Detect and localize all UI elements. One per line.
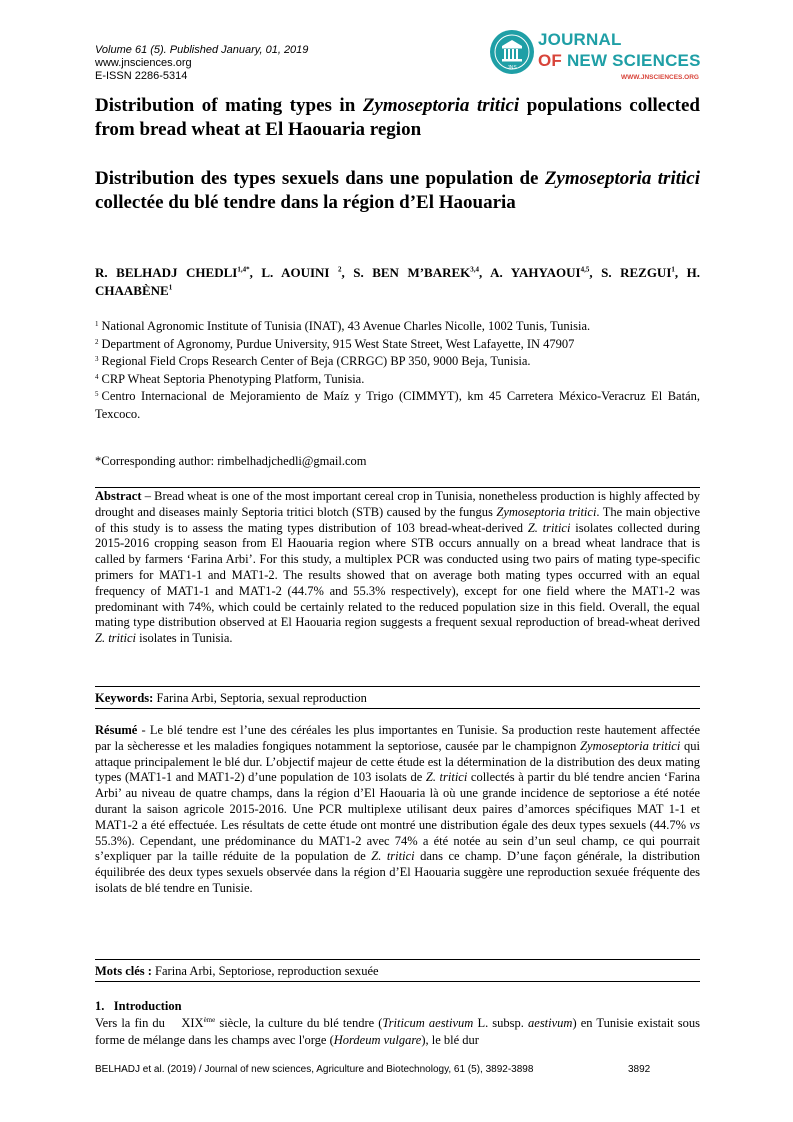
author: S. REZGUI$^1$, xyxy=(601,265,687,280)
title-french xyxy=(95,167,700,215)
corresponding-author: *Corresponding author: rimbelhadjchedli@gmail.com xyxy=(95,454,367,468)
logo-line-new-sciences xyxy=(538,52,701,70)
abstract-top-rule xyxy=(95,487,700,488)
journal-logo xyxy=(488,28,703,90)
resume-block: Résumé - Le blé tendre est l’une des céréales les plus importantes en Tunisie. Sa production reste hautement affectée par la sècheresse et les maladies fongiques notamment la septoriose, causée par le champignon Zymoseptoria tritici qui attaque principalement le blé dur. L’objectif majeur de cette étude est la détermination de la distribution des deux mating types (MAT1-1 and MAT1-2) d’une population de 103 isolats de Z. tritici collectés à partir du blé tendre ancien ‘Farina Arbi’ au niveau de quatre champs, dans la région d’El Haouaria là où une grande incidence de septoriose a été notée durant la saison agricole 2015-2016. Une PCR multiplexe utilisant deux paires d’amorces spécifiques MAT 1-1 et MAT1-2 a été effectuée. Les résultats de cette étude ont montré une distribution égale des deux types sexuels (44.7% vs 55.3%). Cependant, une prédominance du MAT1-2 avec 74% a été notée au sein d’un seul champ, ce qui pourrait s’expliquer par la taille réduite de la population de Z. tritici dans ce champ. D’une façon générale, la distribution équilibrée des deux types sexuels observée dans la région d’El Haouaria suggère une reproduction sexuée fréquente des isolats de blé tendre en Tunisie. xyxy=(95,723,701,895)
logo-of: OF xyxy=(538,51,563,70)
journal-emblem-icon xyxy=(488,28,536,76)
author: A. YAHYAOUI$^{4,5}$, xyxy=(490,265,602,280)
page-number: 3892 xyxy=(628,1064,651,1075)
mots-cles-line xyxy=(95,964,700,979)
page-footer xyxy=(95,1064,700,1075)
affiliation-item: $^2$ Department of Agronomy, Purdue University, 915 West State Street, West Lafayette, IN 47907 xyxy=(95,336,575,351)
volume-line: Volume 61 (5). Published January, 01, 2019 xyxy=(95,44,309,56)
keywords-text: Farina Arbi, Septoria, sexual reproduction xyxy=(153,691,367,705)
keywords-top-rule xyxy=(95,686,700,687)
keywords-label: Keywords: xyxy=(95,691,154,705)
emblem-text: JNS xyxy=(507,65,517,71)
author: R. BELHADJ $CHEDLI^{1,4*}$, xyxy=(95,265,262,280)
title-en-species: Zymoseptoria tritici xyxy=(362,95,520,116)
mots-cles-text: Farina Arbi, Septoriose, reproduction sexuée xyxy=(151,964,379,978)
mots-cles-top-rule xyxy=(95,959,700,960)
mots-cles-bottom-rule xyxy=(95,981,700,982)
author-list xyxy=(95,264,700,300)
affiliation-item: $^3$ Regional Field Crops Research Center of Beja (CRRGC) BP 350, 9000 Beja, Tunisia. xyxy=(95,354,531,368)
section-heading-introduction: 1. Introduction xyxy=(95,999,182,1013)
title-fr-species: Zymoseptoria tritici xyxy=(544,168,700,189)
journal-issn: E-ISSN 2286-5314 xyxy=(95,70,188,82)
logo-line-journal: JOURNAL xyxy=(538,30,622,49)
logo-new-sciences: NEW SCIENCES xyxy=(562,51,701,70)
author: H. CHAABÈNE$^1$ xyxy=(95,265,701,298)
title-fr-pre: Distribution des types sexuels dans une population de xyxy=(95,168,545,189)
title-en-post: populations collected from bread wheat at El Haouaria region xyxy=(95,95,700,140)
journal-header xyxy=(95,44,308,83)
journal-website: www.jnsciences.org xyxy=(95,57,192,69)
abstract-block: Abstract – Bread wheat is one of the most important cereal crop in Tunisia, nonetheless production is highly affected by drought and diseases mainly Septoria tritici blotch (STB) caused by the fungus Zymoseptoria tritici. The main objective of this study is to assess the mating types distribution of 103 bread-wheat-derived Z. tritici isolates collected during 2015-2016 cropping season from El Haouaria region where STB occurs annually on a bread wheat landrace that is called by farmers ‘Farina Arbi’. For this study, a multiplex PCR was conducted using two pairs of mating type-specific primers for MAT1-1 and MAT1-2. The results showed that on average both mating types occurred with an equal frequency of MAT1-1 and MAT1-2 (44.7% and 55.3% respectively), except for one field where the MAT1-2 was predominant with 74%, which could be certainly related to the reduced population size in this field. Overall, the equal mating type distribution observed at El Haouaria region suggests a frequent sexual reproduction of bread-wheat derived Z. tritici isolates in Tunisia. xyxy=(95,489,701,646)
author: S. BEN M’BAREK$^{3,4}$, xyxy=(353,265,491,280)
keywords-line xyxy=(95,691,700,706)
logo-url: WWW.JNSCIENCES.ORG xyxy=(620,74,699,81)
affiliation-item: $^4$ CRP Wheat Septoria Phenotyping Platform, Tunisia. xyxy=(95,371,365,386)
introduction-paragraph: Vers la fin du XIXème siècle, la culture du blé tendre (Triticum aestivum L. subsp. aestivum) en Tunisie existait sous forme de mélange dans les champs avec l'orge (Hordeum vulgare), le blé dur xyxy=(95,1015,700,1047)
author: L. AOUINI $^2$, xyxy=(261,265,354,280)
title-fr-post: collectée du blé tendre dans la région d’El Haouaria xyxy=(95,192,516,213)
resume-label: Résumé xyxy=(95,723,138,737)
title-en-pre: Distribution of mating types in xyxy=(95,95,363,116)
affiliation-item: $^5$ Centro Internacional de Mejoramiento de Maíz y Trigo (CIMMYT), km 45 Carretera México-Veracruz El Batán, Texcoco. xyxy=(95,389,700,421)
keywords-bottom-rule xyxy=(95,708,700,709)
mots-cles-label: Mots clés : xyxy=(95,964,152,978)
abstract-label: Abstract xyxy=(95,489,142,503)
affiliation-item: $^1$ National Agronomic Institute of Tunisia (INAT), 43 Avenue Charles Nicolle, 1002 Tunis, Tunisia. xyxy=(95,319,591,333)
affiliation-list xyxy=(95,318,700,423)
title-english xyxy=(95,94,700,142)
footer-citation: BELHADJ et al. (2019) / Journal of new sciences, Agriculture and Biotechnology, 61 (5), 3892-3898 xyxy=(95,1064,534,1075)
